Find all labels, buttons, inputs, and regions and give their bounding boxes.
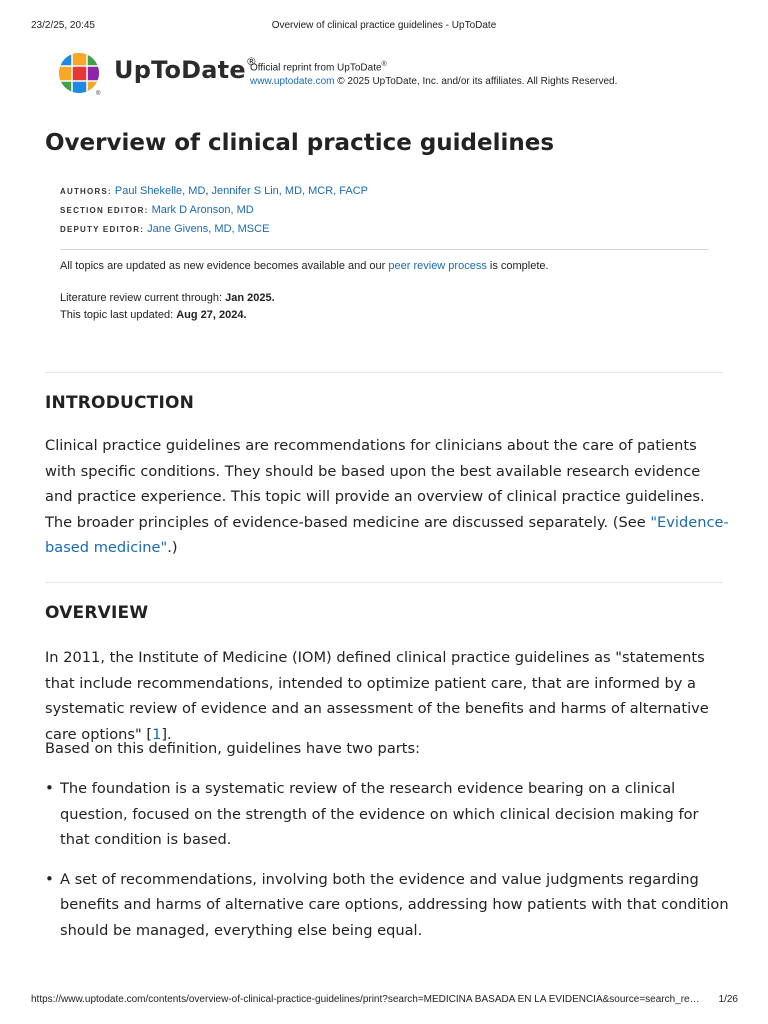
section-divider bbox=[45, 372, 723, 373]
list-item: • The foundation is a systematic review of the research evidence bearing on a clinical question, focused on the strength of the evidence on which clinical decision making for that condition is based. bbox=[45, 776, 730, 853]
svg-text:®: ® bbox=[96, 91, 101, 96]
lit-review-line: Literature review current through: Jan 2025. bbox=[60, 292, 275, 304]
author-link[interactable]: Paul Shekelle, MD bbox=[114, 185, 206, 197]
peer-review-link[interactable]: peer review process bbox=[388, 260, 487, 272]
list-item: • A set of recommendations, involving both the evidence and value judgments regarding benefits and harms of alternative care options, addressing how patients with that condition should be managed, everything else being equal. bbox=[45, 867, 730, 944]
section-editor-link[interactable]: Mark D Aronson, MD bbox=[151, 204, 254, 216]
brand-name: UpToDate® bbox=[114, 55, 258, 84]
author-link[interactable]: Jennifer S Lin, MD, MCR, FACP bbox=[211, 185, 369, 197]
evidence-based-medicine-link[interactable]: "Evidence-based medicine" bbox=[45, 513, 729, 556]
last-updated-line: This topic last updated: Aug 27, 2024. bbox=[60, 309, 247, 321]
overview-two-parts: Based on this definition, guidelines have two parts: bbox=[45, 740, 421, 757]
print-page-number: 1/26 bbox=[718, 994, 738, 1005]
section-divider bbox=[45, 582, 723, 583]
print-footer bbox=[0, 994, 768, 1006]
authors-label: AUTHORS bbox=[60, 187, 108, 196]
deputy-editor-link[interactable]: Jane Givens, MD, MSCE bbox=[147, 223, 270, 235]
deputy-editor-label: DEPUTY EDITOR bbox=[60, 225, 141, 234]
guideline-parts-list bbox=[45, 776, 730, 957]
uptodate-logo-icon bbox=[58, 52, 102, 96]
update-note: All topics are updated as new evidence becomes available and our peer review process is complete. bbox=[60, 260, 549, 272]
page-title: Overview of clinical practice guidelines bbox=[45, 130, 555, 156]
print-url: https://www.uptodate.com/contents/overview-of-clinical-practice-guidelines/print?search=MEDICINA BASADA EN LA EVIDENCIA&source=search_re… bbox=[31, 994, 700, 1005]
byline-divider bbox=[60, 249, 709, 250]
overview-heading: OVERVIEW bbox=[45, 603, 149, 623]
topic-update-info bbox=[60, 258, 710, 324]
brand-bar bbox=[58, 52, 758, 96]
bullet-icon: • bbox=[45, 779, 54, 797]
uptodate-site-link[interactable]: www.uptodate.com bbox=[250, 76, 335, 88]
introduction-text: Clinical practice guidelines are recommendations for clinicians about the care of patients with specific conditions. They should be based upon the best available research evidence and practice experience. This topic will provide an overview of clinical practice guidelines. The broader principles of evidence-based medicine are discussed separately. (See "Evidence-based medicine".) bbox=[45, 437, 729, 556]
overview-definition: In 2011, the Institute of Medicine (IOM) defined clinical practice guidelines as "statements that include recommendations, intended to optimize patient care, that are informed by a systematic review of evidence and an assessment of the benefits and harms of alternative care options" [1]. bbox=[45, 649, 709, 743]
introduction-heading: INTRODUCTION bbox=[45, 393, 195, 413]
print-datetime: 23/2/25, 20:45 bbox=[31, 20, 95, 31]
print-page-title: Overview of clinical practice guidelines - UpToDate bbox=[271, 20, 497, 31]
print-header bbox=[0, 20, 768, 32]
reprint-notice: Official reprint from UpToDate® www.uptodate.com © 2025 UpToDate, Inc. and/or its affiliates. All Rights Reserved. bbox=[250, 61, 618, 88]
byline: AUTHORS: Paul Shekelle, MD, Jennifer S Lin, MD, MCR, FACP SECTION EDITOR: Mark D Aronson, MD DEPUTY EDITOR: Jane Givens, MD, MSCE bbox=[60, 185, 369, 235]
bullet-icon: • bbox=[45, 869, 54, 888]
reference-link[interactable]: 1 bbox=[152, 725, 162, 743]
section-editor-label: SECTION EDITOR bbox=[60, 206, 145, 215]
